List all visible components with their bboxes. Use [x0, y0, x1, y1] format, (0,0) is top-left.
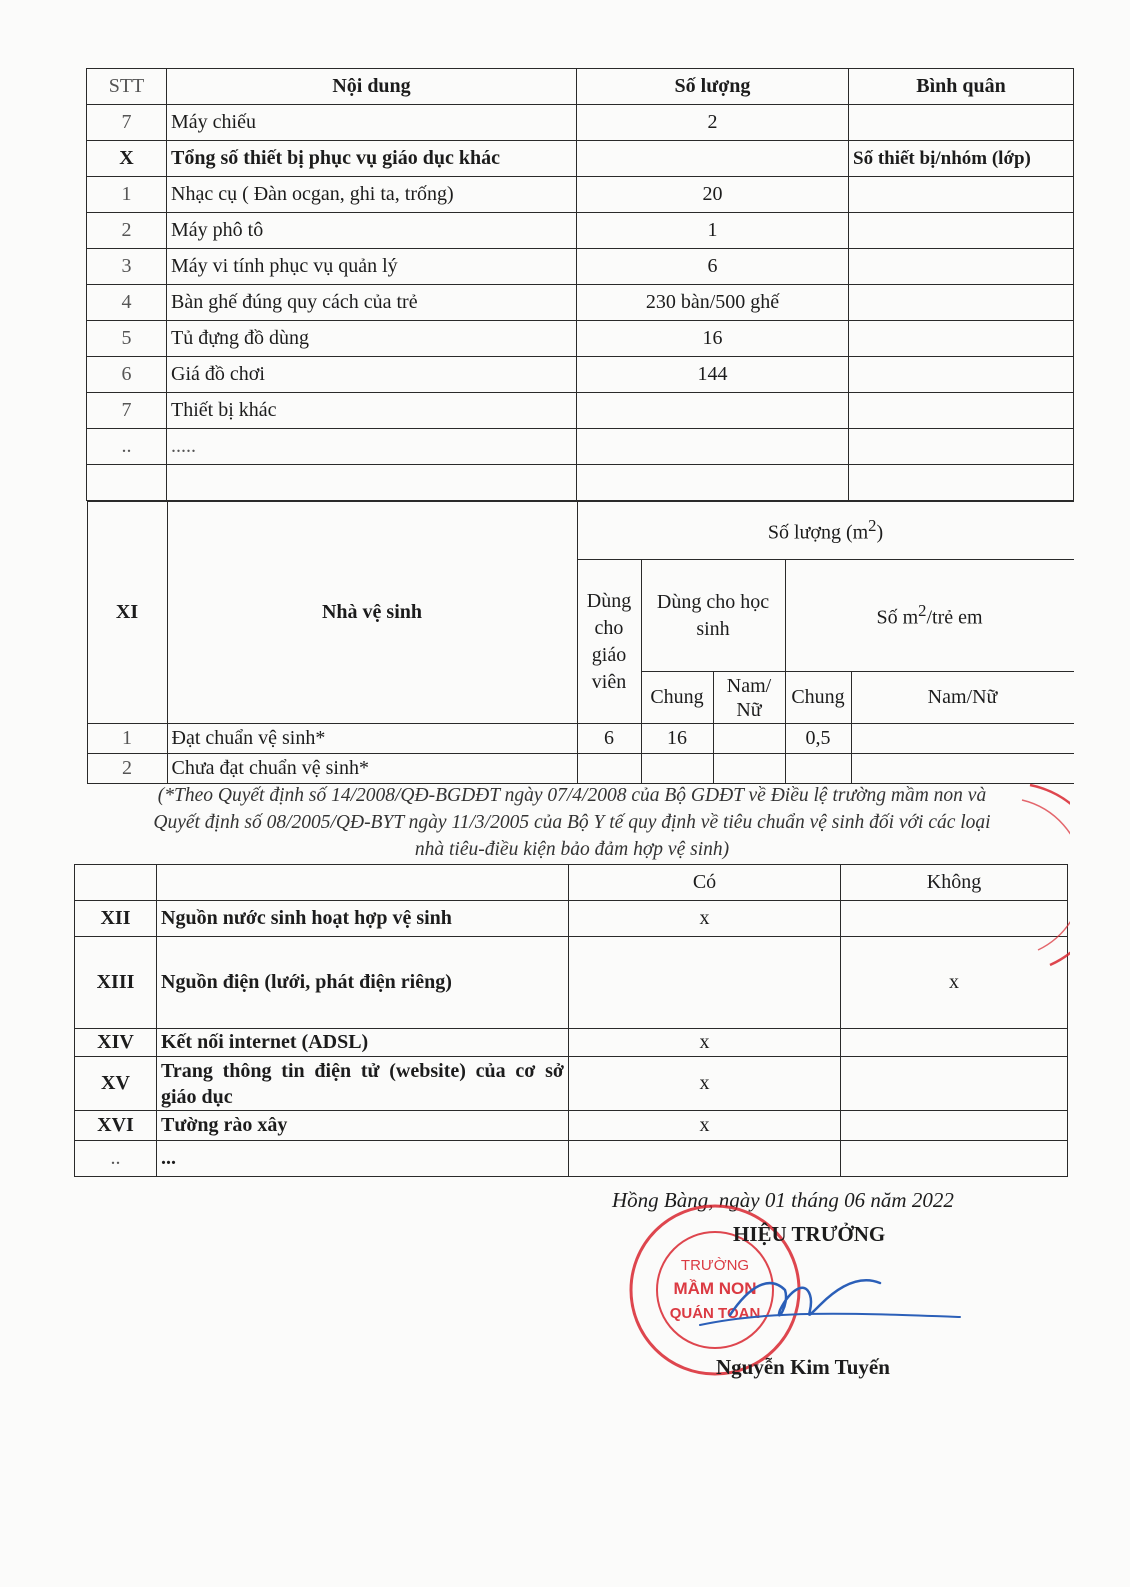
row-yes: x: [569, 1029, 841, 1057]
col-header-stt: STT: [87, 69, 167, 105]
section-xi-stt: XI: [87, 502, 167, 724]
row-stt: 3: [87, 249, 167, 285]
table-row: [87, 724, 1074, 754]
common-header: Chung: [641, 672, 713, 724]
row-quantity: 20: [577, 177, 849, 213]
table-row: [75, 1111, 1068, 1141]
row-stt: ..: [75, 1141, 157, 1177]
note-line: Quyết định số 08/2005/QĐ-BYT ngày 11/3/2005 của Bộ Y tế quy định về tiêu chuẩn vệ sinh đối với các loại: [153, 812, 991, 833]
row-mf2: [851, 754, 1074, 784]
per-child-suffix: /trẻ em: [926, 606, 983, 629]
table-row: [87, 429, 1074, 465]
principal-name: Nguyễn Kim Tuyến: [716, 1355, 890, 1379]
table-row: [87, 357, 1074, 393]
facilities-table: [86, 68, 1074, 784]
section-x-quantity: [577, 141, 849, 177]
row-average: [849, 321, 1074, 357]
row-average: [849, 213, 1074, 249]
empty-cell: [167, 465, 577, 501]
row-content: Máy phô tô: [167, 213, 577, 249]
row-content: ...: [157, 1141, 569, 1177]
row-mf: [713, 754, 785, 784]
col-header-average: Bình quân: [849, 69, 1074, 105]
col-header-no: Không: [841, 865, 1068, 901]
row-yes: [569, 1141, 841, 1177]
table-row: [87, 321, 1074, 357]
table-row: [87, 177, 1074, 213]
row-common: [641, 754, 713, 784]
row-common2: 0,5: [785, 724, 851, 754]
note-line: (*Theo Quyết định số 14/2008/QĐ-BGDĐT ngày 07/4/2008 của Bộ GDĐT về Điều lệ trường mầm non và: [157, 785, 987, 806]
row-content: Tủ đựng đồ dùng: [167, 321, 577, 357]
section-x-average: Số thiết bị/nhóm (lớp): [849, 141, 1074, 177]
row-no: [841, 1141, 1068, 1177]
row-yes: [569, 937, 841, 1029]
hygiene-qty-header: [577, 502, 1074, 560]
section-x-title: Tổng số thiết bị phục vụ giáo dục khác: [167, 141, 577, 177]
row-stt: 7: [87, 105, 167, 141]
table-header-row: [75, 865, 1068, 901]
row-stt: 1: [87, 724, 167, 754]
student-header: Dùng cho học sinh: [641, 560, 785, 672]
row-content: Kết nối internet (ADSL): [157, 1029, 569, 1057]
row-stt: XV: [75, 1057, 157, 1111]
hygiene-table: [87, 501, 1074, 784]
row-stt: XIII: [75, 937, 157, 1029]
row-stt: 7: [87, 393, 167, 429]
empty-cell: [157, 865, 569, 901]
row-content: Giá đồ chơi: [167, 357, 577, 393]
col-header-yes: Có: [569, 865, 841, 901]
row-content: Tường rào xây: [157, 1111, 569, 1141]
row-average: [849, 177, 1074, 213]
row-content: Trang thông tin điện tử (website) của cơ sở giáo dục: [157, 1057, 569, 1111]
row-quantity: 16: [577, 321, 849, 357]
per-child-header: [785, 560, 1074, 672]
mf-header: Nam/ Nữ: [713, 672, 785, 724]
row-content: Chưa đạt chuẩn vệ sinh*: [167, 754, 577, 784]
table-row: [75, 1057, 1068, 1111]
row-stt: 2: [87, 213, 167, 249]
table-row: [75, 901, 1068, 937]
table-row: [75, 1029, 1068, 1057]
row-teacher: [577, 754, 641, 784]
teacher-header: Dùng cho giáo viên: [577, 560, 641, 724]
row-average: [849, 393, 1074, 429]
row-stt: 2: [87, 754, 167, 784]
row-common2: [785, 754, 851, 784]
row-content: Máy chiếu: [167, 105, 577, 141]
section-x-stt: X: [87, 141, 167, 177]
table-row-empty: [87, 465, 1074, 501]
per-child-sup: 2: [918, 601, 927, 621]
row-average: [849, 249, 1074, 285]
row-average: [849, 285, 1074, 321]
row-mf2: [851, 724, 1074, 754]
row-content: Bàn ghế đúng quy cách của trẻ: [167, 285, 577, 321]
note-line: nhà tiêu-điều kiện bảo đảm hợp vệ sinh): [414, 839, 730, 860]
empty-cell: [849, 465, 1074, 501]
row-yes: x: [569, 901, 841, 937]
row-quantity: 1: [577, 213, 849, 249]
row-content: Máy vi tính phục vụ quản lý: [167, 249, 577, 285]
svg-text:QUÁN TOAN: QUÁN TOAN: [669, 1305, 761, 1322]
row-quantity: 230 bàn/500 ghế: [577, 285, 849, 321]
row-no: x: [841, 937, 1068, 1029]
row-no: [841, 1057, 1068, 1111]
row-stt: 5: [87, 321, 167, 357]
row-stt: 6: [87, 357, 167, 393]
table-row: [87, 105, 1074, 141]
row-quantity: 2: [577, 105, 849, 141]
table-row: [75, 937, 1068, 1029]
row-stt: XIV: [75, 1029, 157, 1057]
principal-title: HIỆU TRƯỞNG: [733, 1222, 886, 1246]
table-header-row: [87, 69, 1074, 105]
row-quantity: 6: [577, 249, 849, 285]
qty-header-sup: 2: [868, 516, 877, 536]
empty-cell: [577, 465, 849, 501]
row-stt: ..: [87, 429, 167, 465]
row-teacher: 6: [577, 724, 641, 754]
row-quantity: [577, 429, 849, 465]
row-content: Đạt chuẩn vệ sinh*: [167, 724, 577, 754]
table-row: [87, 213, 1074, 249]
table-row: [75, 1141, 1068, 1177]
svg-text:MẦM NON: MẦM NON: [673, 1279, 757, 1298]
row-yes: x: [569, 1111, 841, 1141]
row-content: Nguồn điện (lưới, phát điện riêng): [157, 937, 569, 1029]
row-content: Nhạc cụ ( Đàn ocgan, ghi ta, trống): [167, 177, 577, 213]
row-common: 16: [641, 724, 713, 754]
section-x-row: [87, 141, 1074, 177]
col-header-quantity: Số lượng: [577, 69, 849, 105]
partial-stamp-icon: [1010, 780, 1070, 970]
row-stt: XII: [75, 901, 157, 937]
row-average: [849, 429, 1074, 465]
row-mf: [713, 724, 785, 754]
per-child-text: Số m: [876, 606, 919, 629]
row-no: [841, 1029, 1068, 1057]
row-average: [849, 105, 1074, 141]
qty-header-close: ): [876, 521, 884, 544]
row-content: Nguồn nước sinh hoạt hợp vệ sinh: [157, 901, 569, 937]
row-stt: 4: [87, 285, 167, 321]
table-row: [87, 393, 1074, 429]
mf2-header: Nam/Nữ: [851, 672, 1074, 724]
regulation-note: [72, 782, 1072, 863]
signing-date: Hồng Bàng, ngày 01 tháng 06 năm 2022: [612, 1188, 954, 1212]
row-stt: XVI: [75, 1111, 157, 1141]
utilities-table: [74, 864, 1068, 1177]
table-row: [87, 249, 1074, 285]
col-header-content: Nội dung: [167, 69, 577, 105]
common2-header: Chung: [785, 672, 851, 724]
svg-text:TRƯỜNG: TRƯỜNG: [680, 1257, 750, 1274]
row-average: [849, 357, 1074, 393]
section-xi-title: Nhà vệ sinh: [167, 502, 577, 724]
row-yes: x: [569, 1057, 841, 1111]
qty-header-text: Số lượng (m: [767, 521, 869, 544]
row-quantity: [577, 393, 849, 429]
signature-icon: [690, 1255, 970, 1345]
empty-cell: [75, 865, 157, 901]
row-no: [841, 1111, 1068, 1141]
table-row: [87, 754, 1074, 784]
row-content: Thiết bị khác: [167, 393, 577, 429]
row-content: .....: [167, 429, 577, 465]
empty-cell: [87, 465, 167, 501]
row-stt: 1: [87, 177, 167, 213]
hygiene-block: [87, 501, 1074, 785]
row-quantity: 144: [577, 357, 849, 393]
table-row: [87, 285, 1074, 321]
